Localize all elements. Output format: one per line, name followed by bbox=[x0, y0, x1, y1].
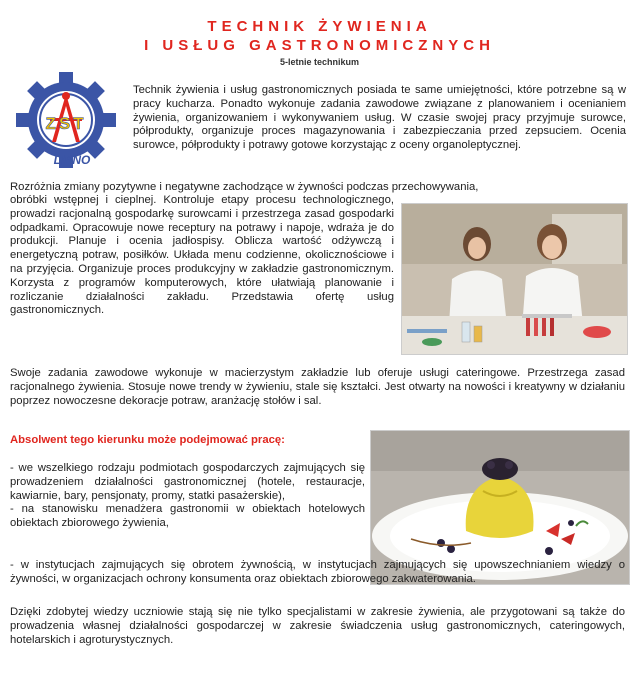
subtitle: 5-letnie technikum bbox=[279, 57, 360, 67]
changes-paragraph: Rozróżnia zmiany pozytywne i negatywne zachodzące w żywności podczas przechowywania, bbox=[10, 181, 479, 193]
intro-paragraph: Technik żywienia i usług gastronomicznych posiada te same umiejętności, które potrzebne są w pracy kucharza. Ponadto wykonuje zadania zawodowe związane z planowaniem i ocenianiem żywienia, organizowaniem i wykonywaniem usług. W czasie swojej pracy przyjmuje surowce, półprodukty, organizuje proces magazynowania i zabezpieczania przed zepsuciem. Ocenia surowce, półprodukty i potrawy gotowe korzystając z oceny organoleptycznej. bbox=[133, 84, 626, 152]
students-lab-photo bbox=[401, 203, 628, 355]
title-line-1: TECHNIK ŻYWIENIA bbox=[207, 18, 432, 35]
title-line-2: I USŁUG GASTRONOMICZNYCH bbox=[144, 37, 495, 54]
institutions-paragraph: - w instytucjach zajmujących się obrotem żywnością, w instytucjach zajmujących się upowszechnianiem wiedzy o żywności, w organizacjach ochrony konsumenta oraz obiektach zbiorowego zakwaterowania. bbox=[10, 559, 625, 585]
catering-paragraph: Swoje zadania zawodowe wykonuje w macierzystym zakładzie lub oferuje usługi cateringowe. Przestrzega zasad racjonalnego żywienia. Stosuje nowe trendy w żywieniu, stale się kształci. Jest otwarty na nowości i kreatywny w działaniu poprzez nowoczesne dekoracje potraw, aranżację stołów i sal. bbox=[10, 367, 625, 407]
graduate-heading: Absolwent tego kierunku może podejmować pracę: bbox=[10, 434, 285, 446]
graduate-list bbox=[10, 462, 365, 531]
list-item: - na stanowisku menadżera gastronomii w obiektach hotelowych obiektach zbiorowego żywienia, bbox=[10, 503, 365, 530]
closing-paragraph: Dzięki zdobytej wiedzy uczniowie stają się nie tylko specjalistami w zakresie żywienia, ale przygotowani są także do prowadzenia własnej działalności gospodarczej w zakresie świadczenia usług gastronomicznych, cateringowych, hotelarskich i agroturystycznych. bbox=[10, 606, 625, 646]
list-item: - we wszelkiego rodzaju podmiotach gospodarczych zajmujących się prowadzeniem działalności gastronomicznej (hotele, restauracje, kawiarnie, bary, pensjonaty, promy, statki pasażerskie), bbox=[10, 462, 365, 502]
school-logo bbox=[12, 68, 120, 172]
logo-text-zst: ZST bbox=[45, 114, 87, 133]
logo-text-lipno: LIPNO bbox=[53, 153, 91, 167]
process-paragraph: obróbki wstępnej i cieplnej. Kontroluje etapy procesu technologicznego, prowadzi racjonalną gospodarkę surowcami i przestrzega zasad gospodarki odpadkami. Opracowuje nowe receptury na potrawy i napoje, wdraża je do produkcji. Planuje i ocenia jadłospisy. Oblicza wartość odżywczą i energetyczną potraw, posiłków. Układa menu codzienne, okolicznościowe i na przyjęcia. Organizuje proces produkcyjny w zakładzie gastronomicznym. Korzysta z programów komputerowych, które ułatwiają planowanie i rozliczanie działalności zakładu. Przedstawia ofertę usług gastronomicznych. bbox=[10, 194, 394, 317]
